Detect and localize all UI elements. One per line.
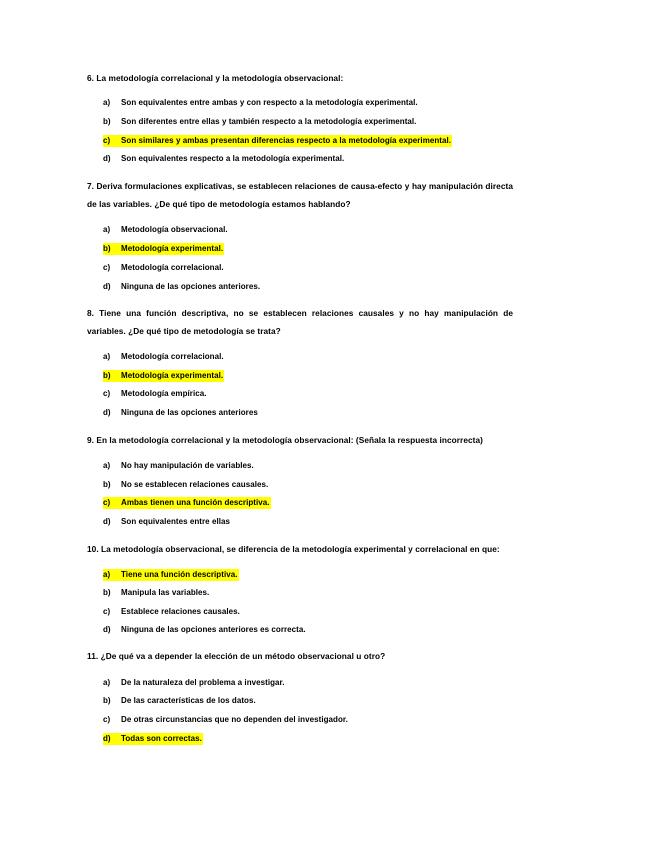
option-text: Ninguna de las opciones anteriores xyxy=(121,408,258,417)
option-text: Metodología experimental. xyxy=(121,244,224,253)
q9-option-d xyxy=(103,516,230,528)
option-text: Todas son correctas. xyxy=(121,734,202,743)
q10-option-a xyxy=(103,569,239,581)
option-letter: b) xyxy=(103,480,111,489)
q7-option-c xyxy=(103,262,224,274)
option-text: De las características de los datos. xyxy=(121,696,256,705)
option-letter: d) xyxy=(103,517,111,526)
option-letter: a) xyxy=(103,461,111,470)
option-letter: a) xyxy=(103,225,111,234)
q8-option-b xyxy=(103,370,224,382)
option-letter: c) xyxy=(103,136,111,145)
option-text: Son equivalentes entre ambas y con respecto a la metodología experimental. xyxy=(121,98,418,107)
q10-option-c xyxy=(103,606,240,618)
q9-option-b xyxy=(103,479,268,491)
option-letter: a) xyxy=(103,98,111,107)
option-letter: d) xyxy=(103,154,111,163)
option-letter: d) xyxy=(103,408,111,417)
option-letter: d) xyxy=(103,734,111,743)
q9-option-a xyxy=(103,460,254,472)
option-text: Ninguna de las opciones anteriores. xyxy=(121,282,261,291)
option-text: Metodología correlacional. xyxy=(121,352,224,361)
option-text: Tiene una función descriptiva. xyxy=(121,570,238,579)
q9-option-c xyxy=(103,497,271,509)
option-letter: b) xyxy=(103,696,111,705)
option-text: Metodología experimental. xyxy=(121,371,224,380)
option-text: Establece relaciones causales. xyxy=(121,607,240,616)
q6-option-a xyxy=(103,97,418,109)
option-text: No hay manipulación de variables. xyxy=(121,461,254,470)
option-text: Ninguna de las opciones anteriores es correcta. xyxy=(121,625,306,634)
option-letter: a) xyxy=(103,678,111,687)
option-text: Son similares y ambas presentan diferencias respecto a la metodología experimental. xyxy=(121,136,452,145)
q6-option-b xyxy=(103,116,416,128)
question-7: 7. Deriva formulaciones explicativas, se establecen relaciones de causa-efecto y hay manipulación directa de las variables. ¿De qué tipo de metodología estamos hablando? xyxy=(87,181,513,209)
option-text: De la naturaleza del problema a investigar. xyxy=(121,678,285,687)
q7-option-d xyxy=(103,281,260,293)
q8-option-a xyxy=(103,351,224,363)
option-text: Metodología correlacional. xyxy=(121,263,224,272)
question-10: 10. La metodología observacional, se diferencia de la metodología experimental y correlacional en que: xyxy=(87,544,500,554)
option-letter: c) xyxy=(103,389,111,398)
option-text: De otras circunstancias que no dependen del investigador. xyxy=(121,715,348,724)
q10-option-b xyxy=(103,587,209,599)
option-text: Son equivalentes respecto a la metodología experimental. xyxy=(121,154,345,163)
option-letter: b) xyxy=(103,244,111,253)
question-9: 9. En la metodología correlacional y la metodología observacional: (Señala la respuesta incorrecta) xyxy=(87,435,483,445)
question-8: 8. Tiene una función descriptiva, no se establecen relaciones causales y no hay manipulación de variables. ¿De qué tipo de metodología se trata? xyxy=(87,308,513,336)
option-letter: d) xyxy=(103,282,111,291)
q8-option-c xyxy=(103,388,207,400)
q10-option-d xyxy=(103,624,306,636)
q7-option-b xyxy=(103,243,224,255)
option-letter: d) xyxy=(103,625,111,634)
option-letter: c) xyxy=(103,498,111,507)
option-letter: b) xyxy=(103,117,111,126)
question-11: 11. ¿De qué va a depender la elección de un método observacional u otro? xyxy=(87,651,386,661)
q11-option-a xyxy=(103,677,285,689)
question-6: 6. La metodología correlacional y la metodología observacional: xyxy=(87,73,344,83)
option-letter: a) xyxy=(103,570,111,579)
option-text: Metodología observacional. xyxy=(121,225,228,234)
q7-option-a xyxy=(103,224,228,236)
option-letter: c) xyxy=(103,715,111,724)
option-letter: c) xyxy=(103,263,111,272)
option-letter: c) xyxy=(103,607,111,616)
q11-option-d xyxy=(103,733,203,745)
option-text: Son diferentes entre ellas y también respecto a la metodología experimental. xyxy=(121,117,417,126)
q6-option-c xyxy=(103,135,452,147)
q11-option-c xyxy=(103,714,348,726)
q6-option-d xyxy=(103,153,344,165)
q8-option-d xyxy=(103,407,258,419)
option-text: Son equivalentes entre ellas xyxy=(121,517,230,526)
option-text: No se establecen relaciones causales. xyxy=(121,480,269,489)
option-text: Manipula las variables. xyxy=(121,588,210,597)
option-letter: a) xyxy=(103,352,111,361)
option-text: Ambas tienen una función descriptiva. xyxy=(121,498,270,507)
option-letter: b) xyxy=(103,588,111,597)
option-letter: b) xyxy=(103,371,111,380)
option-text: Metodología empírica. xyxy=(121,389,207,398)
q11-option-b xyxy=(103,695,256,707)
